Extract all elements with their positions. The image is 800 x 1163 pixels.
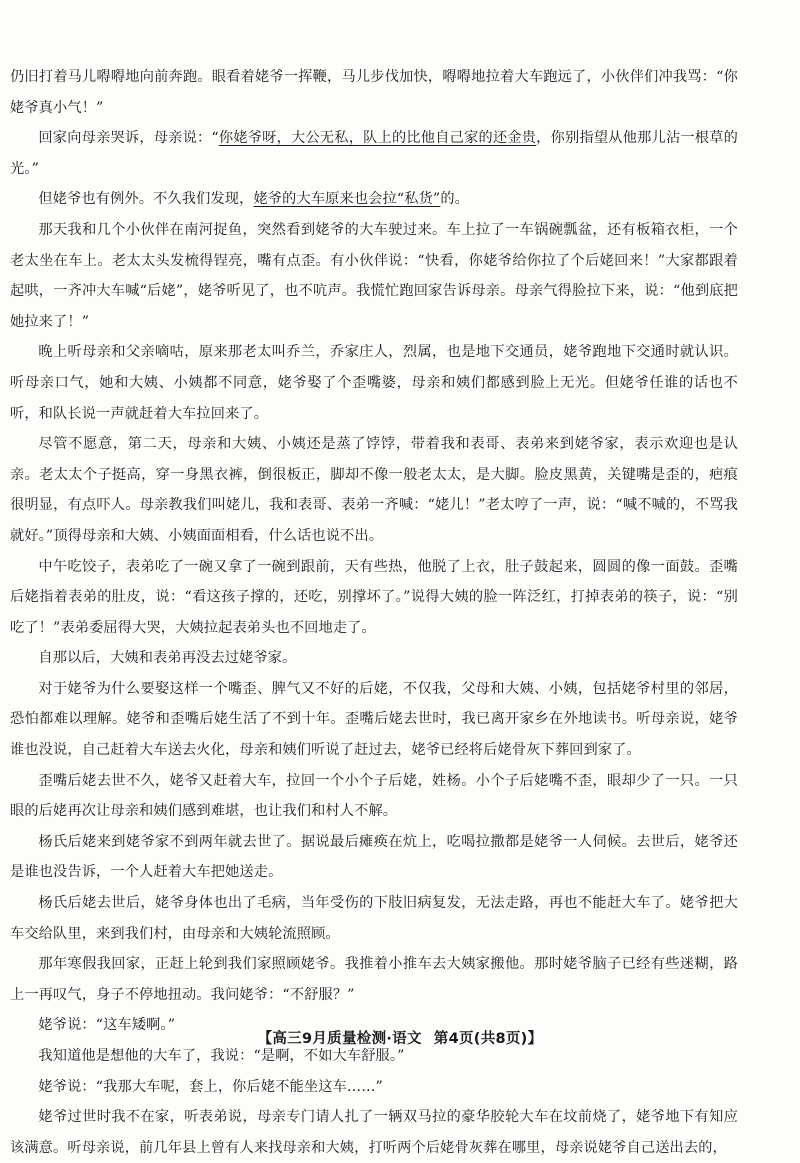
paragraph-8: 自那以后，大姨和表弟再没去过姥爷家。 xyxy=(38,650,297,667)
paragraph-6: 尽管不愿意，第二天，母亲和大姨、小姨还是蒸了饽饽，带着我和表哥、表弟来到姥爷家，表示欢迎也是认亲。老太太个子挺高，穿一身黑衣裤，倒很板正，脚却不像一般老太太，是大脚。脸皮黑黄，关键嘴是歪的，疤痕很明显，有点吓人。母亲教我们叫姥儿，我和表哥、表弟一齐喊：“姥儿！”老太哼了一声，说：“喊不喊的，不骂我就好。”顶得母亲和大姨、小姨面面相看，什么话也说不出。 xyxy=(10,436,738,544)
paragraph-16: 姥爷说：“我那大车呢，套上，你后姥不能坐这车……” xyxy=(38,1078,383,1095)
paragraph-15: 我知道他是想他的大车了，我说：“是啊，不如大车舒服。” xyxy=(38,1048,405,1064)
paragraph-17: 姥爷过世时我不在家，听表弟说，母亲专门请人扎了一辆双马拉的豪华胶轮大车在坟前烧了，姥爷地下有知应该满意。听母亲说，前几年县上曾有人来找母亲和大姨，打听两个后姥骨灰葬在哪里，母亲说姥爷自己送出去的， xyxy=(10,1109,738,1156)
paragraph-11: 杨氏后姥来到姥爷家不到两年就去世了。据说最后瘫痪在炕上，吃喝拉撒都是姥爷一人伺候。去世后，姥爷还是谁也没告诉，一个人赶着大车把她送走。 xyxy=(10,833,738,881)
page-footer xyxy=(0,1027,800,1048)
paragraph-12: 杨氏后姥去世后，姥爷身体也出了毛病，当年受伤的下肢旧病复发，无法走路，再也不能赶大车了。姥爷把大车交给队里，来到我们村，由母亲和大姨轮流照顾。 xyxy=(10,895,738,942)
paragraph-7: 中午吃饺子，表弟吃了一碗又拿了一碗到跟前，天有些热，他脱了上衣，肚子鼓起来，圆圆的像一面鼓。歪嘴后姥指着表弟的肚皮，说：“看这孩子撑的，还吃，别撑坏了。”说得大姨的脸一阵泛红，打掉表弟的筷子，说：“别吃了！”表弟委屈得大哭，大姨拉起表弟头也不回地走了。 xyxy=(10,558,738,636)
paragraph-2-tail: ，你别指望从他那儿沾一根草的光。” xyxy=(10,130,738,177)
paragraph-14: 姥爷说：“这车矮啊。” xyxy=(38,1017,176,1034)
paragraph-3 xyxy=(10,184,738,215)
exam-title: 【高三9月质量检测·语文 xyxy=(257,1031,422,1047)
paragraph-3-tail: 的。 xyxy=(440,191,470,208)
paragraph-10: 歪嘴后姥去世不久，姥爷又赶着大车，拉回一个小个子后姥，姓杨。小个子后姥嘴不歪，眼却少了一只。一只眼的后姥再次让母亲和姨们感到难堪，也让我们和村人不解。 xyxy=(10,772,738,820)
page-number: 第4页(共8页)】 xyxy=(433,1031,543,1047)
paragraph-5: 晚上听母亲和父亲嘀咕，原来那老太叫乔兰，乔家庄人，烈属，也是地下交通员，姥爷跑地下交通时就认识。听母亲口气，她和大姨、小姨都不同意，姥爷娶了个歪嘴婆，母亲和姨们都感到脸上无光。但姥爷任谁的话也不听，和队长说一声就赶着大车拉回来了。 xyxy=(10,344,738,422)
paragraph-9: 对于姥爷为什么要娶这样一个嘴歪、脾气又不好的后姥，不仅我，父母和大姨、小姨，包括姥爷村里的邻居，恐怕都难以理解。姥爷和歪嘴后姥生活了不到十年。歪嘴后姥去世时，我已离开家乡在外地读书。听母亲说，姥爷谁也没说，自己赶着大车送去火化，母亲和姨们听说了赶过去，姥爷已经将后姥骨灰下葬回到家了。 xyxy=(10,680,738,759)
paragraph-2-lead: 回家向母亲哭诉，母亲说：“ xyxy=(38,130,219,147)
paragraph-1: 仍旧打着马儿嘚嘚地向前奔跑。眼看着姥爷一挥鞭，马儿步伐加快，嘚嘚地拉着大车跑远了，小伙伴们冲我骂：“你姥爷真小气！” xyxy=(10,69,738,116)
underlined-sentence: 姥爷的大车原来也会拉“私货” xyxy=(253,191,441,208)
paragraph-2 xyxy=(10,123,738,184)
paragraph-13: 那年寒假我回家，正赶上轮到我们家照顾姥爷。我推着小推车去大姨家搬他。那时姥爷脑子已经有些迷糊，路上一再叹气，身子不停地扭动。我问姥爷：“不舒服？” xyxy=(10,956,738,1003)
article-body xyxy=(10,62,738,1163)
paragraph-4: 那天我和几个小伙伴在南河捉鱼，突然看到姥爷的大车驶过来。车上拉了一车锅碗瓢盆，还有板箱衣柜，一个老太坐在车上。老太太头发梳得锃亮，嘴有点歪。有小伙伴说：“快看，你姥爷给你拉了个后姥回来！”大家都跟着起哄，一齐冲大车喊“后姥”，姥爷听见了，也不吭声。我慌忙跑回家告诉母亲。母亲气得脸拉下来，说：“他到底把她拉来了！” xyxy=(10,221,738,330)
underlined-quote: 你姥爷呀，大公无私，队上的比他自己家的还金贵 xyxy=(218,130,537,147)
paragraph-3-lead: 但姥爷也有例外。不久我们发现， xyxy=(38,191,254,208)
